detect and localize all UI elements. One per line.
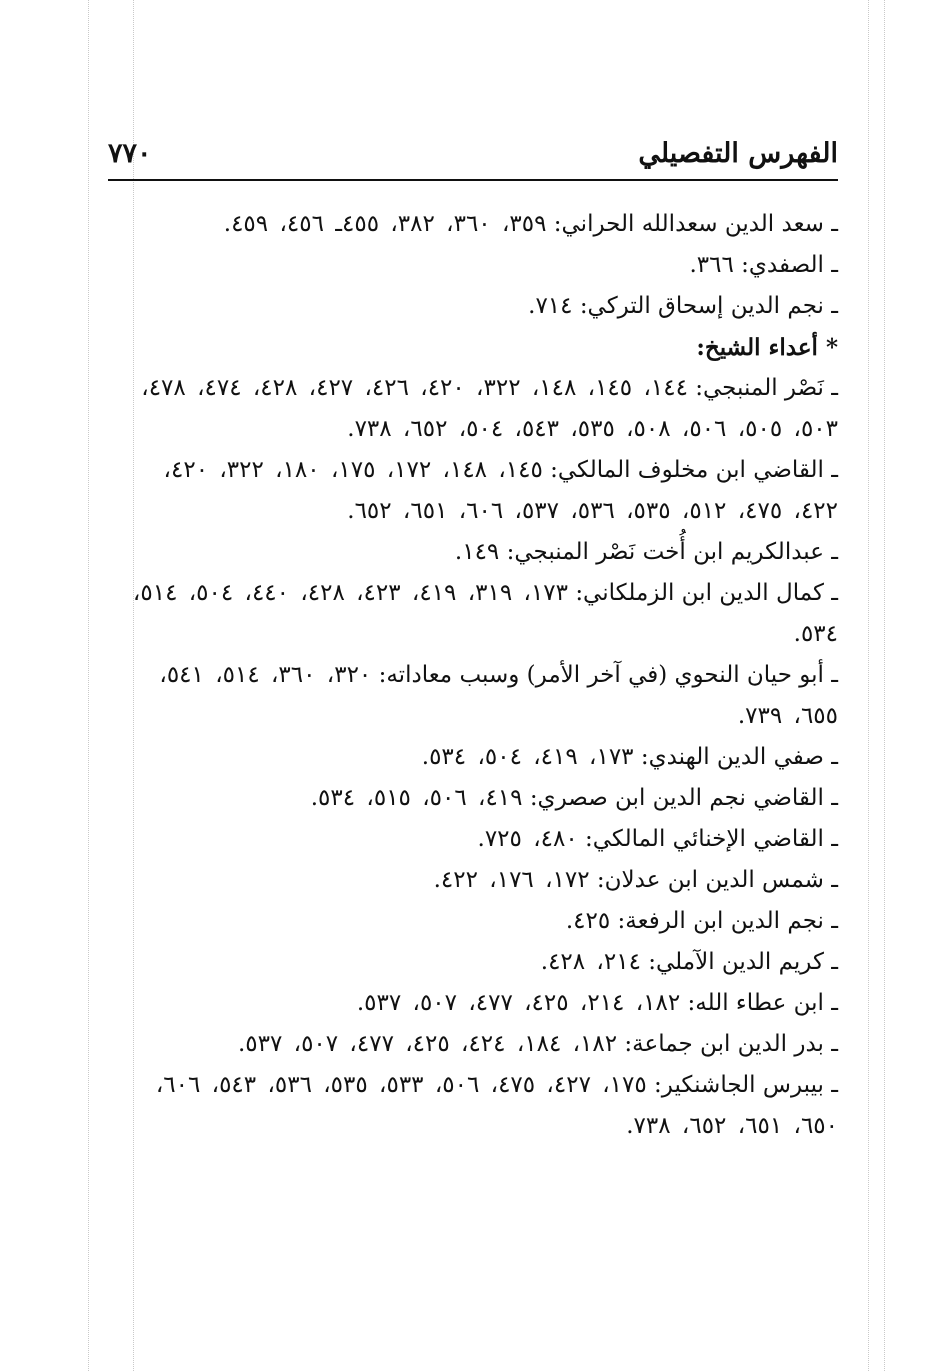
index-entry [118,983,838,1024]
page-header [108,136,838,178]
entry-name: ـ نَصْر المنبجي: [695,375,838,401]
index-entry [118,655,838,737]
entry-pages: ٧١٤. [528,293,573,319]
index-body [118,204,838,1147]
entry-name: ـ شمس الدين ابن عدلان: [596,867,838,893]
entry-name: ـ أبو حيان النحوي (في آخر الأمر) وسبب معاداته: [378,662,838,688]
entry-name: ـ سعد الدين سعدالله الحراني: [553,211,838,237]
entry-name: ـ القاضي ابن مخلوف المالكي: [550,457,838,483]
index-entry [118,573,838,655]
entry-pages: ٤٨٠، ٧٢٥. [477,826,578,852]
entry-name: ـ صفي الدين الهندي: [640,744,838,770]
scan-guide-line [884,0,885,1371]
entry-pages: ١٤٤، ١٤٥، ١٤٨، ٣٢٢، ٤٢٠، ٤٢٦، ٤٢٧، ٤٢٨، ٤٧٤، ٤٧٨، ٥٠٣، ٥٠٥، ٥٠٦، ٥٠٨، ٥٣٥، ٥٤٣، ٥٠٤، ٦٥٢، ٧٣٨. [141,375,838,442]
entry-pages: ٣٦٦. [689,252,734,278]
entry-pages: ١٧٣، ٣١٩، ٤١٩، ٤٢٣، ٤٢٨، ٤٤٠، ٥٠٤، ٥١٤، ٥٣٤. [132,580,838,647]
scan-guide-line [88,0,89,1371]
entry-name: ـ القاضي الإخنائي المالكي: [585,826,838,852]
header-divider [108,179,838,181]
index-entry [118,368,838,450]
entry-pages: ٤١٩، ٥٠٦، ٥١٥، ٥٣٤. [310,785,523,811]
entry-pages: ١٨٢، ٢١٤، ٤٢٥، ٤٧٧، ٥٠٧، ٥٣٧. [356,990,681,1016]
entry-name: ـ ابن عطاء الله: [687,990,838,1016]
entry-name: ـ نجم الدين إسحاق التركي: [579,293,838,319]
entry-pages: ٣٢٠، ٣٦٠، ٥١٤، ٥٤١، ٦٥٥، ٧٣٩. [159,662,838,729]
index-entry [118,942,838,983]
entry-pages: ١٤٩. [454,539,500,565]
section-heading: * أعداء الشيخ: [696,334,838,361]
index-entry [118,778,838,819]
entry-pages: ٣٥٩، ٣٦٠، ٣٨٢، ٤٥٥ـ ٤٥٦، ٤٥٩. [223,211,547,237]
index-entry [118,286,838,327]
entry-name: ـ نجم الدين ابن الرفعة: [617,908,838,934]
entry-pages: ٢١٤، ٤٢٨. [540,949,641,975]
entry-name: ـ عبدالكريم ابن أُخت نَصْر المنبجي: [506,539,838,565]
entry-pages: ١٨٢، ١٨٤، ٤٢٤، ٤٢٥، ٤٧٧، ٥٠٧، ٥٣٧. [237,1031,618,1057]
index-entry [118,737,838,778]
entry-pages: ١٤٥، ١٤٨، ١٧٢، ١٧٥، ١٨٠، ٣٢٢، ٤٢٠، ٤٢٢، ٤٧٥، ٥١٢، ٥٣٥، ٥٣٦، ٥٣٧، ٦٠٦، ٦٥١، ٦٥٢. [163,457,838,524]
page-title: الفهرس التفصيلي [638,138,838,169]
index-entry [118,819,838,860]
index-entry [118,532,838,573]
entry-pages: ١٧٥، ٤٢٧، ٤٧٥، ٥٠٦، ٥٣٣، ٥٣٥، ٥٣٦، ٥٤٣، ٦٠٦، ٦٥٠، ٦٥١، ٦٥٢، ٧٣٨. [155,1072,838,1139]
entry-name: ـ الصفدي: [741,252,838,278]
index-entry [118,204,838,245]
index-entry [118,245,838,286]
index-entry [118,860,838,901]
entry-pages: ١٧٢، ١٧٦، ٤٢٢. [433,867,590,893]
entry-pages: ١٧٣، ٤١٩، ٥٠٤، ٥٣٤. [421,744,634,770]
entry-name: ـ كريم الدين الآملي: [648,949,838,975]
entry-name: ـ القاضي نجم الدين ابن صصري: [529,785,838,811]
entry-name: ـ بدر الدين ابن جماعة: [624,1031,838,1057]
scan-guide-line [868,0,869,1371]
entry-name: ـ كمال الدين ابن الزملكاني: [575,580,838,606]
entry-pages: ٤٢٥. [565,908,611,934]
index-entry [118,1065,838,1147]
page-number: ٧٧٠ [108,138,152,169]
entry-name: ـ بيبرس الجاشنكير: [654,1072,838,1098]
index-entry [118,901,838,942]
index-entry [118,450,838,532]
index-entry [118,1024,838,1065]
